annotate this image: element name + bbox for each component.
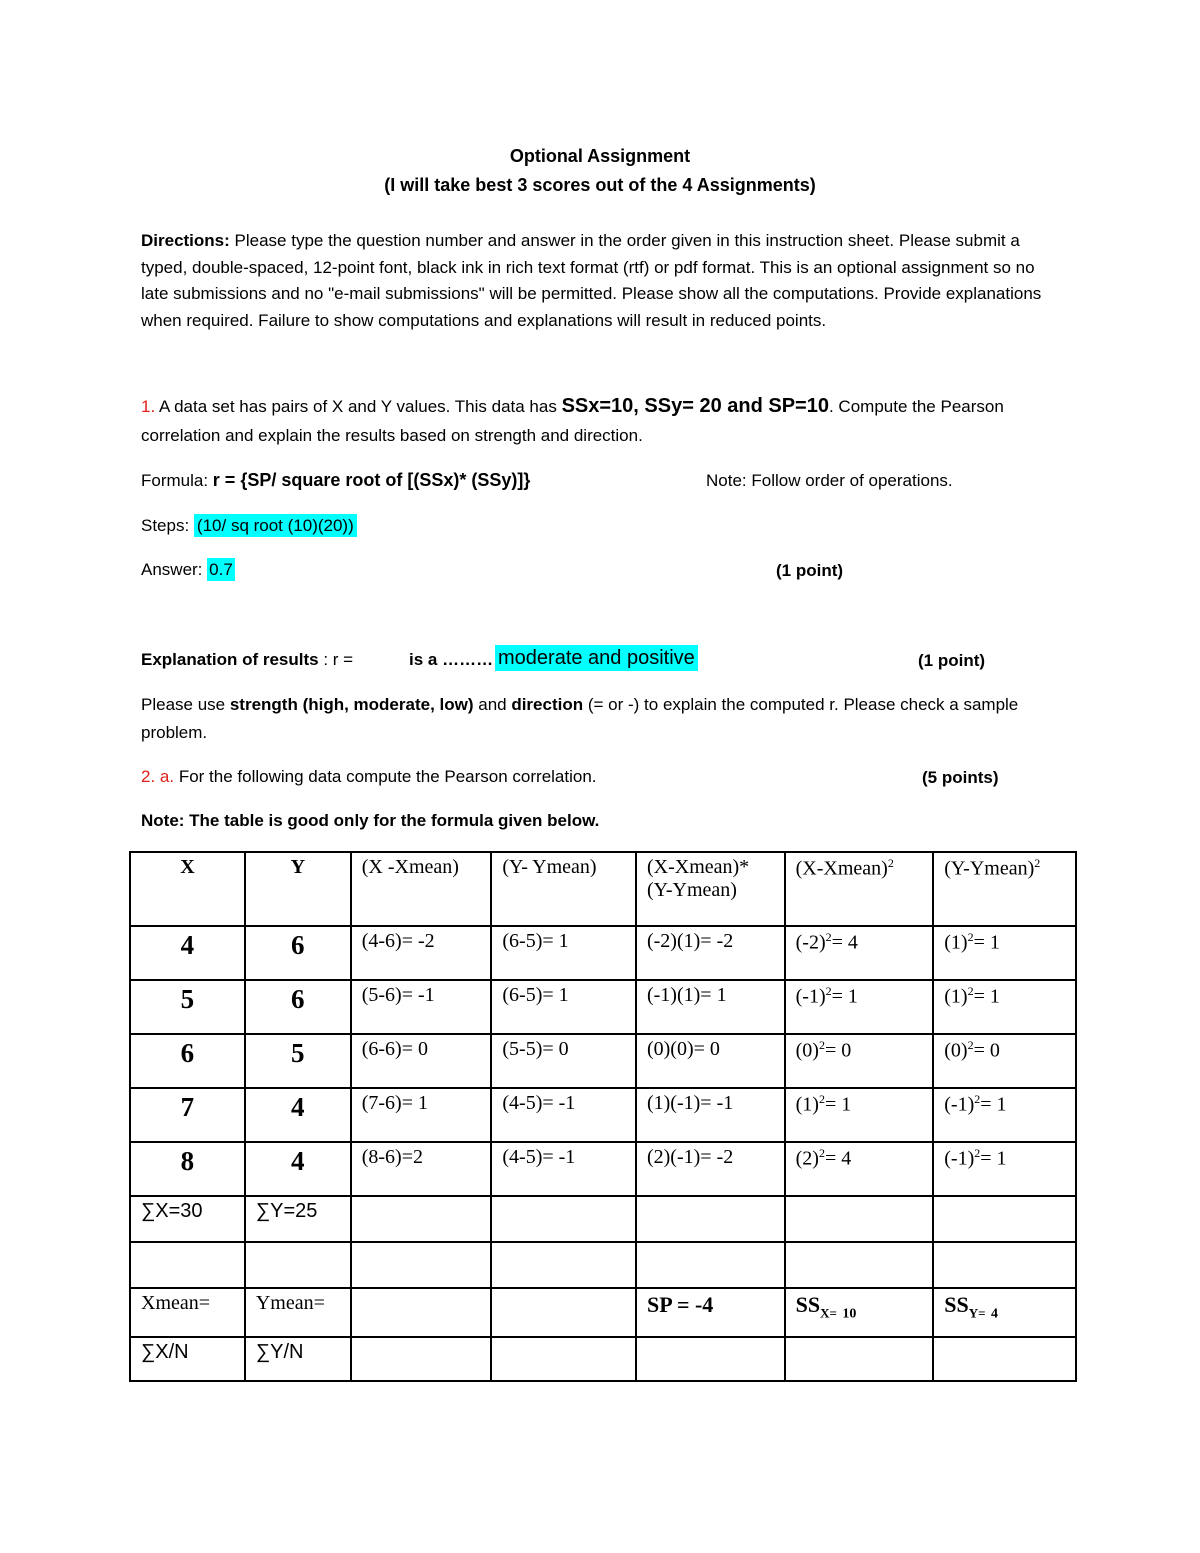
cell-y-deviation: (4-5)= -1 <box>491 1142 636 1196</box>
header-y-squared-base: (Y-Ymean) <box>944 857 1035 880</box>
question-2-part: a. <box>159 767 175 786</box>
assignment-subtitle: (I will take best 3 scores out of the 4 Assignments) <box>384 175 816 195</box>
header-product <box>636 852 785 926</box>
cell-x-squared-base: (0) <box>795 1039 819 1062</box>
cell-x: 5 <box>130 980 245 1034</box>
cell-x-squared-value: = 4 <box>824 1147 852 1170</box>
cell-y-deviation: (4-5)= -1 <box>491 1088 636 1142</box>
cell-x-deviation: (6-6)= 0 <box>351 1034 492 1088</box>
cell-y: 4 <box>245 1142 351 1196</box>
header-x-squared-exp: 2 <box>887 856 894 870</box>
cell-x-squared-exp: 2 <box>818 1038 825 1052</box>
cell-x-squared-base: (2) <box>795 1147 819 1170</box>
cell-y-squared-base: (1) <box>944 931 968 954</box>
cell-x-squared <box>785 1034 934 1088</box>
empty-cell <box>491 1288 636 1337</box>
steps-label: Steps: <box>141 516 194 535</box>
ssx-value <box>785 1288 934 1337</box>
cell-x-squared-base: (-1) <box>795 985 826 1008</box>
cell-y: 6 <box>245 926 351 980</box>
question-2-points: (5 points) <box>922 768 999 787</box>
table-note: Note: The table is good only for the formula given below. <box>141 811 600 830</box>
empty-cell <box>933 1337 1076 1381</box>
cell-x-squared-value: = 1 <box>831 985 858 1008</box>
cell-x-squared-value: = 4 <box>831 931 858 954</box>
sum-y-over-n: ∑Y/N <box>245 1337 351 1381</box>
empty-cell <box>933 1196 1076 1242</box>
formula-note: Note: Follow order of operations. <box>706 471 953 490</box>
steps-line <box>141 516 357 536</box>
header-product-line1: (X-Xmean)* <box>646 856 750 878</box>
table-row <box>130 980 1076 1034</box>
table-header-row <box>130 852 1076 926</box>
empty-cell <box>785 1337 934 1381</box>
cell-y-deviation: (6-5)= 1 <box>491 980 636 1034</box>
question-1-number: 1. <box>141 397 156 416</box>
cell-x-squared-exp: 2 <box>825 930 832 944</box>
cell-x-squared-base: (1) <box>795 1093 819 1116</box>
directions-text: Please type the question number and answer in the order given in this instruction sheet. Please submit a typed, double-spaced, 12-point font, black ink in rich text format (rtf) or pdf format. This is an optional assignment so no late submissions and no "e-mail submissions" will be permitted. Please show all the computations. Provide explanations when required. Failure to show computations and explanations will result in reduced points. <box>141 231 1042 330</box>
cell-y: 5 <box>245 1034 351 1088</box>
cell-y-squared-exp: 2 <box>967 1038 974 1052</box>
explanation-line <box>141 650 353 670</box>
cell-x-squared-exp: 2 <box>818 1092 825 1106</box>
header-y-deviation: (Y- Ymean) <box>491 852 636 926</box>
empty-cell <box>351 1337 492 1381</box>
cell-y-squared-base: (1) <box>944 985 968 1008</box>
cell-x-deviation: (8-6)=2 <box>351 1142 492 1196</box>
guidance-text-b: (= or -) to explain the computed r. Please check a sample problem. <box>141 695 1019 742</box>
sum-x: ∑X=30 <box>130 1196 245 1242</box>
cell-y-squared-value: = 1 <box>980 1093 1007 1116</box>
question-1-text-b: . Compute the Pearson correlation and explain the results based on strength and direction. <box>141 397 1004 445</box>
cell-x: 4 <box>130 926 245 980</box>
table-row <box>130 1142 1076 1196</box>
cell-y-squared <box>933 1088 1076 1142</box>
cell-product: (-1)(1)= 1 <box>636 980 785 1034</box>
table-blank-row <box>130 1242 1076 1288</box>
cell-x-squared-value: = 0 <box>824 1039 852 1062</box>
cell-x: 8 <box>130 1142 245 1196</box>
ssx-number: 10 <box>842 1306 857 1322</box>
cell-x-deviation: (4-6)= -2 <box>351 926 492 980</box>
empty-cell <box>491 1196 636 1242</box>
sum-y: ∑Y=25 <box>245 1196 351 1242</box>
cell-y-squared-exp: 2 <box>974 1146 981 1160</box>
guidance-text-a: Please use <box>141 695 230 714</box>
table-mean-row <box>130 1288 1076 1337</box>
cell-y-deviation: (5-5)= 0 <box>491 1034 636 1088</box>
header-y-squared-exp: 2 <box>1034 856 1041 870</box>
question-1-values: SSx=10, SSy= 20 and SP=10 <box>561 395 829 417</box>
cell-x-deviation: (7-6)= 1 <box>351 1088 492 1142</box>
empty-cell <box>351 1196 492 1242</box>
question-1-text-a: A data set has pairs of X and Y values. This data has <box>155 397 562 416</box>
explanation-label: Explanation of results <box>141 650 319 669</box>
formula-text: r = {SP/ square root of [(SSx)* (SSy)]} <box>212 470 531 490</box>
table-row <box>130 926 1076 980</box>
ymean-label: Ymean= <box>245 1288 351 1337</box>
ssy-label: SS <box>944 1292 969 1317</box>
cell-product: (1)(-1)= -1 <box>636 1088 785 1142</box>
question-2-number: 2. <box>141 767 156 786</box>
cell-x-squared-base: (-2) <box>795 931 826 954</box>
cell-x: 7 <box>130 1088 245 1142</box>
empty-cell <box>636 1196 785 1242</box>
cell-y: 6 <box>245 980 351 1034</box>
guidance-paragraph <box>141 691 1061 747</box>
cell-y-squared-value: = 0 <box>973 1039 1000 1062</box>
empty-cell <box>245 1242 351 1288</box>
cell-x-squared-exp: 2 <box>818 1146 825 1160</box>
cell-y-squared-base: (-1) <box>944 1147 975 1170</box>
cell-y-squared-base: (-1) <box>944 1093 975 1116</box>
explanation-isa: is a ……… <box>409 650 494 669</box>
computation-table <box>129 851 1077 1382</box>
table-sum-row <box>130 1196 1076 1242</box>
cell-y-squared <box>933 1142 1076 1196</box>
sum-x-over-n: ∑X/N <box>130 1337 245 1381</box>
empty-cell <box>785 1242 934 1288</box>
guidance-strength: strength (high, moderate, low) <box>229 695 474 714</box>
empty-cell <box>351 1288 492 1337</box>
cell-product: (-2)(1)= -2 <box>636 926 785 980</box>
cell-x-squared <box>785 1088 934 1142</box>
cell-x-squared <box>785 926 934 980</box>
empty-cell <box>351 1242 492 1288</box>
explanation-points: (1 point) <box>918 651 986 670</box>
assignment-title: Optional Assignment <box>509 146 691 166</box>
cell-y-squared-value: = 1 <box>973 931 1000 954</box>
table-row <box>130 1034 1076 1088</box>
cell-x: 6 <box>130 1034 245 1088</box>
cell-y-squared-exp: 2 <box>967 930 974 944</box>
explanation-answer-wrap <box>495 647 698 670</box>
header-y-squared <box>933 852 1076 926</box>
header-y: Y <box>245 852 351 926</box>
cell-y-squared <box>933 1034 1076 1088</box>
cell-x-deviation: (5-6)= -1 <box>351 980 492 1034</box>
question-2-text: For the following data compute the Pearson correlation. <box>174 767 597 786</box>
cell-y-squared-value: = 1 <box>980 1147 1007 1170</box>
answer-value: 0.7 <box>209 560 233 579</box>
empty-cell <box>636 1337 785 1381</box>
xmean-label: Xmean= <box>130 1288 245 1337</box>
cell-y-squared <box>933 926 1076 980</box>
answer-line <box>141 560 235 580</box>
empty-cell <box>636 1242 785 1288</box>
cell-y-squared <box>933 980 1076 1034</box>
ssy-number: 4 <box>991 1306 999 1322</box>
header-x-deviation: (X -Xmean) <box>351 852 492 926</box>
cell-y-squared-exp: 2 <box>974 1092 981 1106</box>
empty-cell <box>785 1196 934 1242</box>
cell-y-squared-value: = 1 <box>973 985 1000 1008</box>
empty-cell <box>130 1242 245 1288</box>
ssx-sub: X= <box>820 1305 837 1321</box>
ssy-sub: Y= <box>968 1305 986 1321</box>
header-product-line2: (Y-Ymean) <box>646 879 737 901</box>
formula-label: Formula: <box>141 471 213 490</box>
cell-x-squared <box>785 980 934 1034</box>
header-x: X <box>130 852 245 926</box>
cell-y-deviation: (6-5)= 1 <box>491 926 636 980</box>
empty-cell <box>491 1242 636 1288</box>
cell-y: 4 <box>245 1088 351 1142</box>
empty-cell <box>933 1242 1076 1288</box>
table-row <box>130 1088 1076 1142</box>
cell-x-squared-value: = 1 <box>824 1093 852 1116</box>
guidance-and: and <box>473 695 512 714</box>
explanation-answer: moderate and positive <box>495 645 698 671</box>
cell-product: (0)(0)= 0 <box>636 1034 785 1088</box>
guidance-direction: direction <box>511 695 584 714</box>
ssx-label: SS <box>795 1292 821 1317</box>
answer-points: (1 point) <box>776 561 844 580</box>
cell-product: (2)(-1)= -2 <box>636 1142 785 1196</box>
empty-cell <box>491 1337 636 1381</box>
cell-y-squared-base: (0) <box>944 1039 968 1062</box>
header-x-squared-base: (X-Xmean) <box>795 857 888 880</box>
answer-label: Answer: <box>141 560 208 579</box>
directions-label: Directions: <box>141 231 230 250</box>
question-2-line <box>141 767 597 787</box>
directions-paragraph <box>141 228 1061 334</box>
cell-x-squared <box>785 1142 934 1196</box>
header-x-squared <box>785 852 934 926</box>
table-n-row <box>130 1337 1076 1381</box>
sp-value: SP = -4 <box>636 1288 785 1337</box>
ssy-value <box>933 1288 1076 1337</box>
explanation-r: : r = <box>318 650 354 669</box>
question-1 <box>141 392 1061 450</box>
formula-line <box>141 470 530 491</box>
cell-y-squared-exp: 2 <box>967 984 974 998</box>
cell-x-squared-exp: 2 <box>825 984 832 998</box>
steps-answer: (10/ sq root (10)(20)) <box>194 514 357 537</box>
